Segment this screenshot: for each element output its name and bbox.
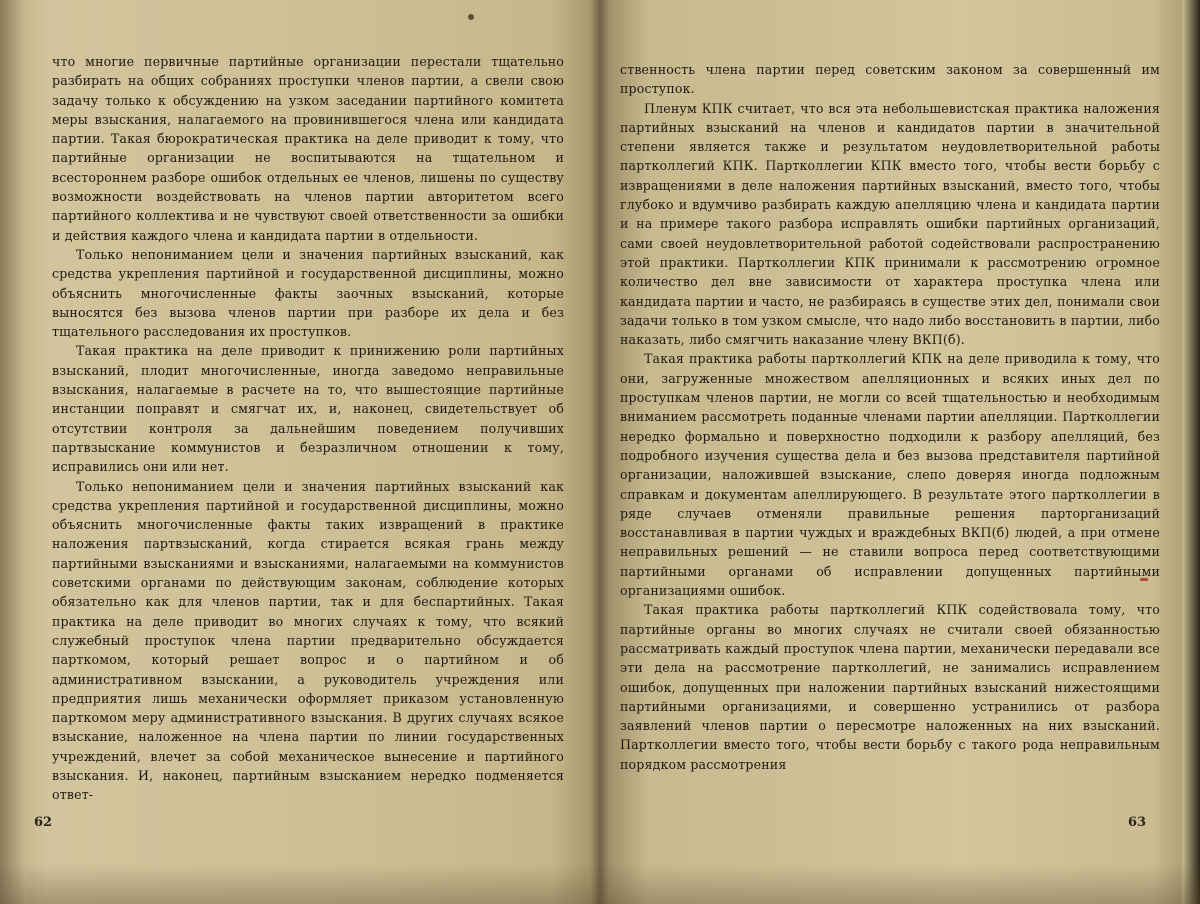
paragraph: Такая практика на деле приводит к принижению роли партийных взысканий, плодит многочисленные, иногда заведомо неправильные взыскания, налагаемые в расчете на то, что вышестоящие партийные инстанции поправят и смягчат их, и, наконец, свидетельствует об отсутствии контроля за дальнейшим поведением получивших партвзыскание коммунистов и безразличном отношении к тому, исправились они или нет. — [52, 343, 564, 475]
paragraph: Такая практика работы партколлегий КПК содействовала тому, что партийные органы во многих случаях не считали своей обязанностью рассматривать каждый проступок члена партии, механически передавали все эти дела на рассмотрение партколлегий, не занимались исправлением ошибок, допущенных при наложении партийных взысканий нижестоящими партийными организациями, и совершенно устранились от разбора заявлений членов партии о пересмотре наложенных на них взысканий. Партколлегии вместо того, чтобы вести борьбу с такого рода неправильным порядком рассмотрения — [620, 602, 1160, 772]
paragraph: Только непониманием цели и значения партийных взысканий как средства укрепления партийной и государственной дисциплины, можно объяснить многочисленные факты таких извращений в практике наложения партвзысканий, когда стирается всякая грань между партийными взысканиями и взысканиями, налагаемыми на коммунистов советскими органами по действующим законам, соблюдение которых обязательно как для членов партии, так и для беспартийных. Такая практика на деле приводит во многих случаях к тому, что всякий служебный проступок члена партии предварительно обсуждается парткомом, который решает вопрос и о партийном и об административном взыскании, а руководитель учреждения или предприятия лишь механически оформляет приказом установленную парткомом меру административного взыскания. В других случаях всякое взыскание, наложенное на члена партии по линии государственных учреждений, влечет за собой механическое вынесение и партийного взыскания. И, наконец, партийным взысканием нередко подменяется ответ- — [52, 478, 564, 803]
page-number: 62 — [34, 815, 53, 830]
left-page-text — [52, 52, 564, 805]
paragraph: Такая практика работы партколлегий КПК на деле приводила к тому, что они, загруженные множеством апелляционных и всяких иных дел по проступкам членов партии, не могли со всей тщательностью и необходимым вниманием рассмотреть поданные членами партии апелляции. Партколлегии нередко формально и поверхностно подходили к разбору апелляций, без подробного изучения существа дела и без вызова представителя партийной организации, наложившей взыскание, слепо доверяя иногда подложным справкам и документам апеллирующего. В результате этого партколлегии в ряде случаев отменяли правильные решения парторганизаций восстанавливая в партии чуждых и враждебных ВКП(б) людей, а при отмене неправильных решений — не ставили вопроса перед соответствующими партийными органами об исправлении допущенных партийными организациями ошибок. — [620, 351, 1160, 599]
paragraph: Пленум КПК считает, что вся эта небольшевистская практика наложения партийных взысканий на членов и кандидатов партии в значительной степени является также и результатом неудовлетворительной работы партколлегий КПК. Партколлегии КПК вместо того, чтобы вести борьбу с извращениями в деле наложения партийных взысканий, вместо того, чтобы глубоко и вдумчиво разбирать каждую апелляцию члена и кандидата партии и на примере такого разбора исправлять ошибки партийных организаций, сами своей неудовлетворительной работой содействовали распространению этой практики. Партколлегии КПК принимали к рассмотрению огромное количество дел вне зависимости от характера проступка члена или кандидата партии и часто, не разбираясь в существе этих дел, понимали свои задачи только в том узком смысле, что надо либо восстановить в партии, либо наказать, либо смягчить наказание члену ВКП(б). — [620, 100, 1160, 348]
paragraph: ственность члена партии перед советским законом за совершенный им проступок. — [620, 62, 1160, 97]
paragraph: что многие первичные партийные организации перестали тщательно разбирать на общих собраниях проступки членов партии, а свели свою задачу только к обсуждению на узком заседании партийного комитета меры взыскания, налагаемого на провинившегося члена или кандидата партии. Такая бюрократическая практика на деле приводит к тому, что партийные организации не воспитываются на тщательном и всестороннем разборе ошибок отдельных ее членов, лишены по существу возможности воздействовать на членов партии авторитетом всего партийного коллектива и не чувствуют своей ответственности за ошибки и действия каждого члена и кандидата партии в отдельности. — [52, 54, 564, 243]
paragraph: Только непониманием цели и значения партийных взысканий, как средства укрепления партийной и государственной дисциплины, можно объяснить многочисленные факты заочных взысканий, которые выносятся без вызова членов партии при разборе их дела и без тщательного расследования их проступков. — [52, 246, 564, 340]
page-number: 63 — [1128, 815, 1147, 830]
right-page-text — [620, 60, 1160, 774]
right-page — [600, 0, 1200, 904]
